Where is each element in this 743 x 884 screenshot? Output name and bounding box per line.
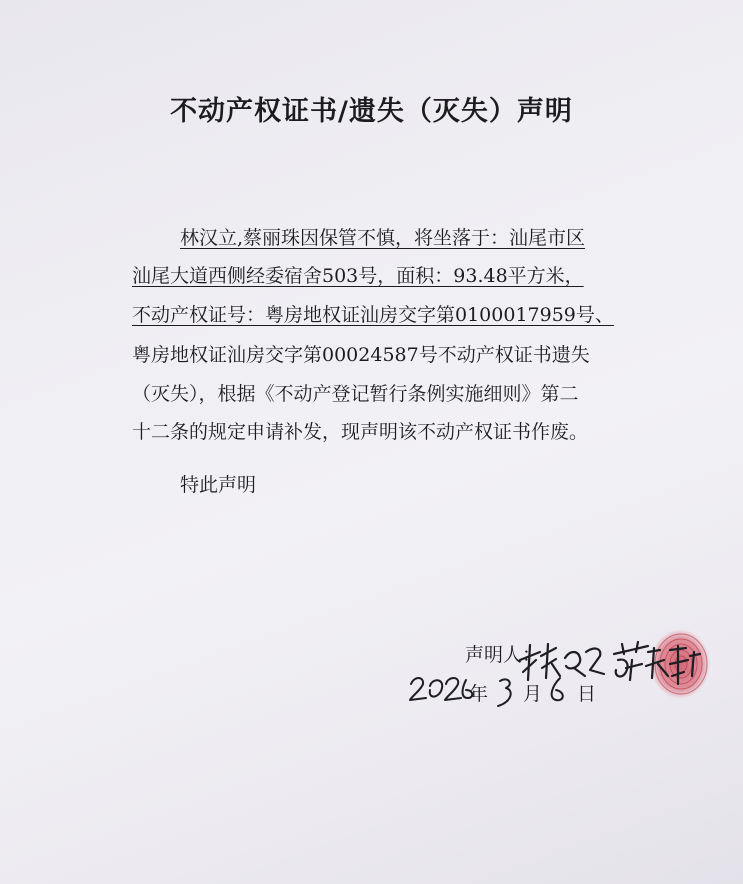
closing-text: 特此声明 [180,474,257,496]
body-line-5: （灭失），根据《不动产登记暂行条例实施细则》第二 [132,383,579,405]
body-line-3: 不动产权证号：粤房地权证汕房交字第0100017959号、 [132,304,614,326]
handwritten-signature-cai-icon [614,642,700,684]
body-line-4: 粤房地权证汕房交字第00024587号不动产权证书遗失 [132,344,590,366]
body-line-1: 林汉立,蔡丽珠因保管不慎，将坐落于：汕尾市区 [180,227,586,249]
date-month-handwritten [498,679,511,706]
date-month-label: 月 [523,683,543,705]
body-line-6: 十二条的规定申请补发，现声明该不动产权证书作废。 [132,421,589,443]
date-year-handwritten [410,678,472,700]
date-day-handwritten [552,678,563,700]
body-line-2: 汕尾大道西侧经委宿舍503号，面积：93.48平方米， [132,265,584,287]
date-year-label: 年 [469,683,489,705]
fingerprint-icon [650,629,710,699]
declarant-label: 声明人： [465,644,542,666]
page-title: 不动产权证书/遗失（灭失）声明 [170,96,573,127]
date-day-label: 日 [577,683,597,705]
